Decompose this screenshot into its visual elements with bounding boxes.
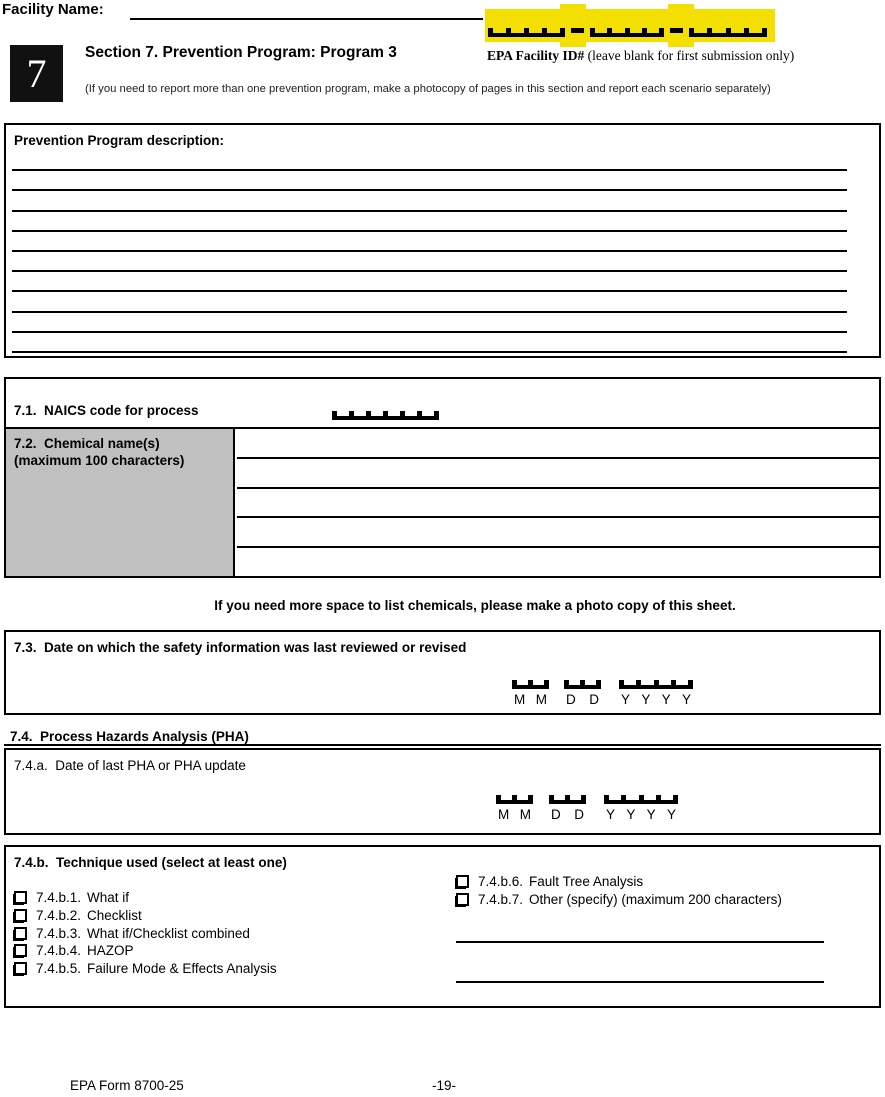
description-line[interactable] [12,212,847,232]
year-letters: Y Y Y Y [621,692,691,707]
safety-date-month-field[interactable] [512,676,549,689]
other-specify-line-1[interactable] [456,941,824,943]
epa-id-caption-bold: EPA Facility ID# [487,48,585,63]
chemicals-photocopy-note: If you need more space to list chemicals, please make a photo copy of this sheet. [214,598,736,613]
technique-item-what-if-checklist: 7.4.b.3. What if/Checklist combined [14,924,277,942]
checkbox-fmea[interactable] [14,962,27,975]
checkbox-fault-tree[interactable] [456,875,469,888]
chemical-names-label-cell [6,429,235,576]
chemical-name-row[interactable] [237,429,879,459]
chemical-names-label-line2: (maximum 100 characters) [14,453,185,468]
description-box [4,123,881,358]
technique-item-fault-tree: 7.4.b.6. Fault Tree Analysis [456,873,782,891]
epa-id-dash [670,28,683,33]
month-letters: M M [498,807,531,822]
pha-date-month-field[interactable] [496,791,533,804]
section-note: (If you need to report more than one prevention program, make a photocopy of pages in this section and report each scenario separately) [85,83,771,95]
safety-date-day-field[interactable] [564,676,601,689]
checkbox-what-if-checklist[interactable] [14,927,27,940]
naics-label: 7.1. NAICS code for process [14,403,199,418]
epa-id-caption [487,48,794,64]
epa-id-dash [571,28,584,33]
chemical-name-row[interactable] [237,518,879,548]
description-line[interactable] [12,171,847,191]
year-letters: Y Y Y Y [606,807,676,822]
pha-heading: 7.4. Process Hazards Analysis (PHA) [10,729,249,744]
section-number-badge [10,45,63,102]
pha-date-year-field[interactable] [604,791,678,804]
facility-name-label: Facility Name: [2,1,104,18]
epa-facility-id-field[interactable] [488,24,767,37]
description-line[interactable] [12,333,847,353]
technique-item-what-if: 7.4.b.1. What if [14,889,277,907]
description-line[interactable] [12,292,847,312]
checkbox-other[interactable] [456,893,469,906]
safety-info-date-box [4,630,881,715]
naics-chemicals-box [4,377,881,578]
facility-name-input-line[interactable] [130,18,483,20]
epa-id-comb-group-2[interactable] [590,24,664,37]
day-letters: D D [566,692,599,707]
description-box-label: Prevention Program description: [14,133,225,148]
pha-date-label: 7.4.a. Date of last PHA or PHA update [14,758,246,773]
safety-info-date-label: 7.3. Date on which the safety information was last reviewed or revised [14,640,467,655]
pha-date-box [4,748,881,835]
naics-comb[interactable] [332,407,439,420]
pha-heading-rule [4,744,881,746]
description-line[interactable] [12,313,847,333]
description-write-area [12,151,847,353]
technique-box [4,845,881,1008]
description-line[interactable] [12,232,847,252]
technique-item-hazop: 7.4.b.4. HAZOP [14,942,277,960]
technique-list-left [14,889,277,977]
chemical-name-row[interactable] [237,459,879,489]
description-line[interactable] [12,272,847,292]
chemical-names-label-line1: 7.2. Chemical name(s) [14,436,160,451]
description-line[interactable] [12,151,847,171]
description-line[interactable] [12,191,847,211]
checkbox-checklist[interactable] [14,909,27,922]
epa-id-comb-group-3[interactable] [689,24,767,37]
chemical-name-row[interactable] [237,548,879,576]
chemical-name-rows [237,429,879,576]
section-title: Section 7. Prevention Program: Program 3 [85,44,397,61]
pha-date-day-field[interactable] [549,791,586,804]
technique-item-checklist: 7.4.b.2. Checklist [14,907,277,925]
epa-id-caption-rest: (leave blank for first submission only) [584,48,795,63]
day-letters: D D [551,807,584,822]
checkbox-what-if[interactable] [14,891,27,904]
technique-item-fmea: 7.4.b.5. Failure Mode & Effects Analysis [14,960,277,978]
technique-list-right [456,873,782,908]
other-specify-line-2[interactable] [456,981,824,983]
safety-date-year-field[interactable] [619,676,693,689]
checkbox-hazop[interactable] [14,944,27,957]
epa-id-comb-group-1[interactable] [488,24,565,37]
chemical-name-row[interactable] [237,489,879,519]
technique-label: 7.4.b. Technique used (select at least one) [14,855,287,870]
naics-code-field[interactable] [332,407,439,420]
month-letters: M M [514,692,547,707]
description-line[interactable] [12,252,847,272]
section-number: 7 [26,51,47,96]
technique-item-other: 7.4.b.7. Other (specify) (maximum 200 characters) [456,891,782,909]
form-number: EPA Form 8700-25 [70,1078,184,1093]
page-number: -19- [432,1078,457,1093]
